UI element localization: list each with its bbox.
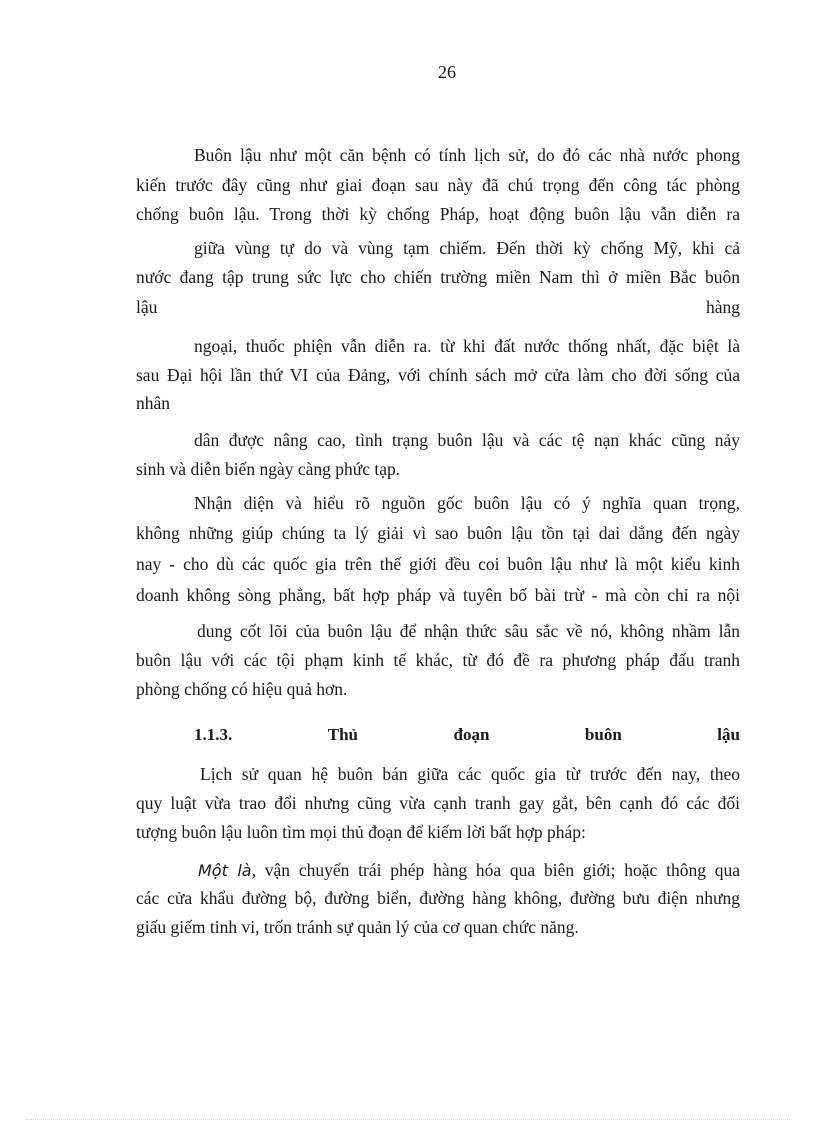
paragraph-line-rest: , vận chuyển trái phép hàng hóa qua biên giới; hoặc thông qua [251,860,741,880]
paragraph-line: Lịch sử quan hệ buôn bán giữa các quốc gia từ trước đến nay, theo [200,764,740,784]
paragraph-line: buôn lậu với các tội phạm kinh tế khác, từ đó đề ra phương pháp đấu tranh [136,650,740,670]
word-left: lậu [136,297,158,317]
paragraph-line: sinh và diễn biến ngày càng phức tạp. [136,459,401,479]
paragraph-line: Buôn lậu như một căn bệnh có tính lịch sử, do đó các nhà nước phong [194,145,740,165]
page-number: 26 [438,62,456,82]
paragraph-line: nhân [136,393,171,413]
paragraph-line: sau Đại hội lần thứ VI của Đảng, với chính sách mở cửa làm cho đời sống của [136,365,740,385]
paragraph-line: quy luật vừa trao đổi nhưng cũng vừa cạnh tranh gay gắt, bên cạnh đó các đối [136,793,740,813]
paragraph-line: ngoại, thuốc phiện vẫn diễn ra. từ khi đất nước thống nhất, đặc biệt là [194,336,740,356]
paragraph-line: kiến trước đây cũng như giai đoạn sau này đã chú trọng đến công tác phòng [136,175,740,195]
heading-word: Thủ [327,725,358,744]
paragraph-line: tượng buôn lậu luôn tìm mọi thủ đoạn để kiếm lời bất hợp pháp: [136,822,586,842]
paragraph-line-split [136,295,740,319]
heading-word: lậu [717,725,740,744]
heading-word: buôn [584,725,622,744]
paragraph-line: nay - cho dù các quốc gia trên thế giới đều coi buôn lậu như là một kiểu kinh [136,554,740,574]
paragraph-line: Nhận diện và hiểu rõ nguồn gốc buôn lậu có ý nghĩa quan trọng, [194,493,740,513]
section-number: 1.1.3. [194,725,233,744]
paragraph-line: không những giúp chúng ta lý giải vì sao buôn lậu tồn tại dai dẳng đến ngày [136,523,740,543]
footer-rule [26,1119,790,1120]
paragraph-line: giấu giếm tinh vi, trốn tránh sự quản lý của cơ quan chức năng. [136,917,579,937]
paragraph-line: dân được nâng cao, tình trạng buôn lậu và các tệ nạn khác cũng nảy [194,430,740,450]
paragraph-line: các cửa khẩu đường bộ, đường biển, đường hàng không, đường bưu điện nhưng [136,888,740,908]
paragraph-line: chống buôn lậu. Trong thời kỳ chống Pháp, hoạt động buôn lậu vẫn diễn ra [136,204,740,224]
paragraph-line: phòng chống có hiệu quả hơn. [136,679,348,699]
paragraph-line: dung cốt lõi của buôn lậu để nhận thức sâu sắc về nó, không nhầm lẫn [197,621,740,641]
heading-word: đoạn [453,725,490,744]
paragraph-line [198,858,740,883]
paragraph-line: doanh không sòng phẳng, bất hợp pháp và tuyên bố bài trừ - mà còn chỉ ra nội [136,585,740,605]
word-right: hàng [705,297,740,317]
paragraph-line: giữa vùng tự do và vùng tạm chiếm. Đến thời kỳ chống Mỹ, khi cả [194,238,740,258]
paragraph-line: nước đang tập trung sức lực cho chiến trường miền Nam thì ở miền Bắc buôn [136,267,740,287]
section-heading [194,723,740,747]
enumeration-lead: Một là [198,861,252,880]
